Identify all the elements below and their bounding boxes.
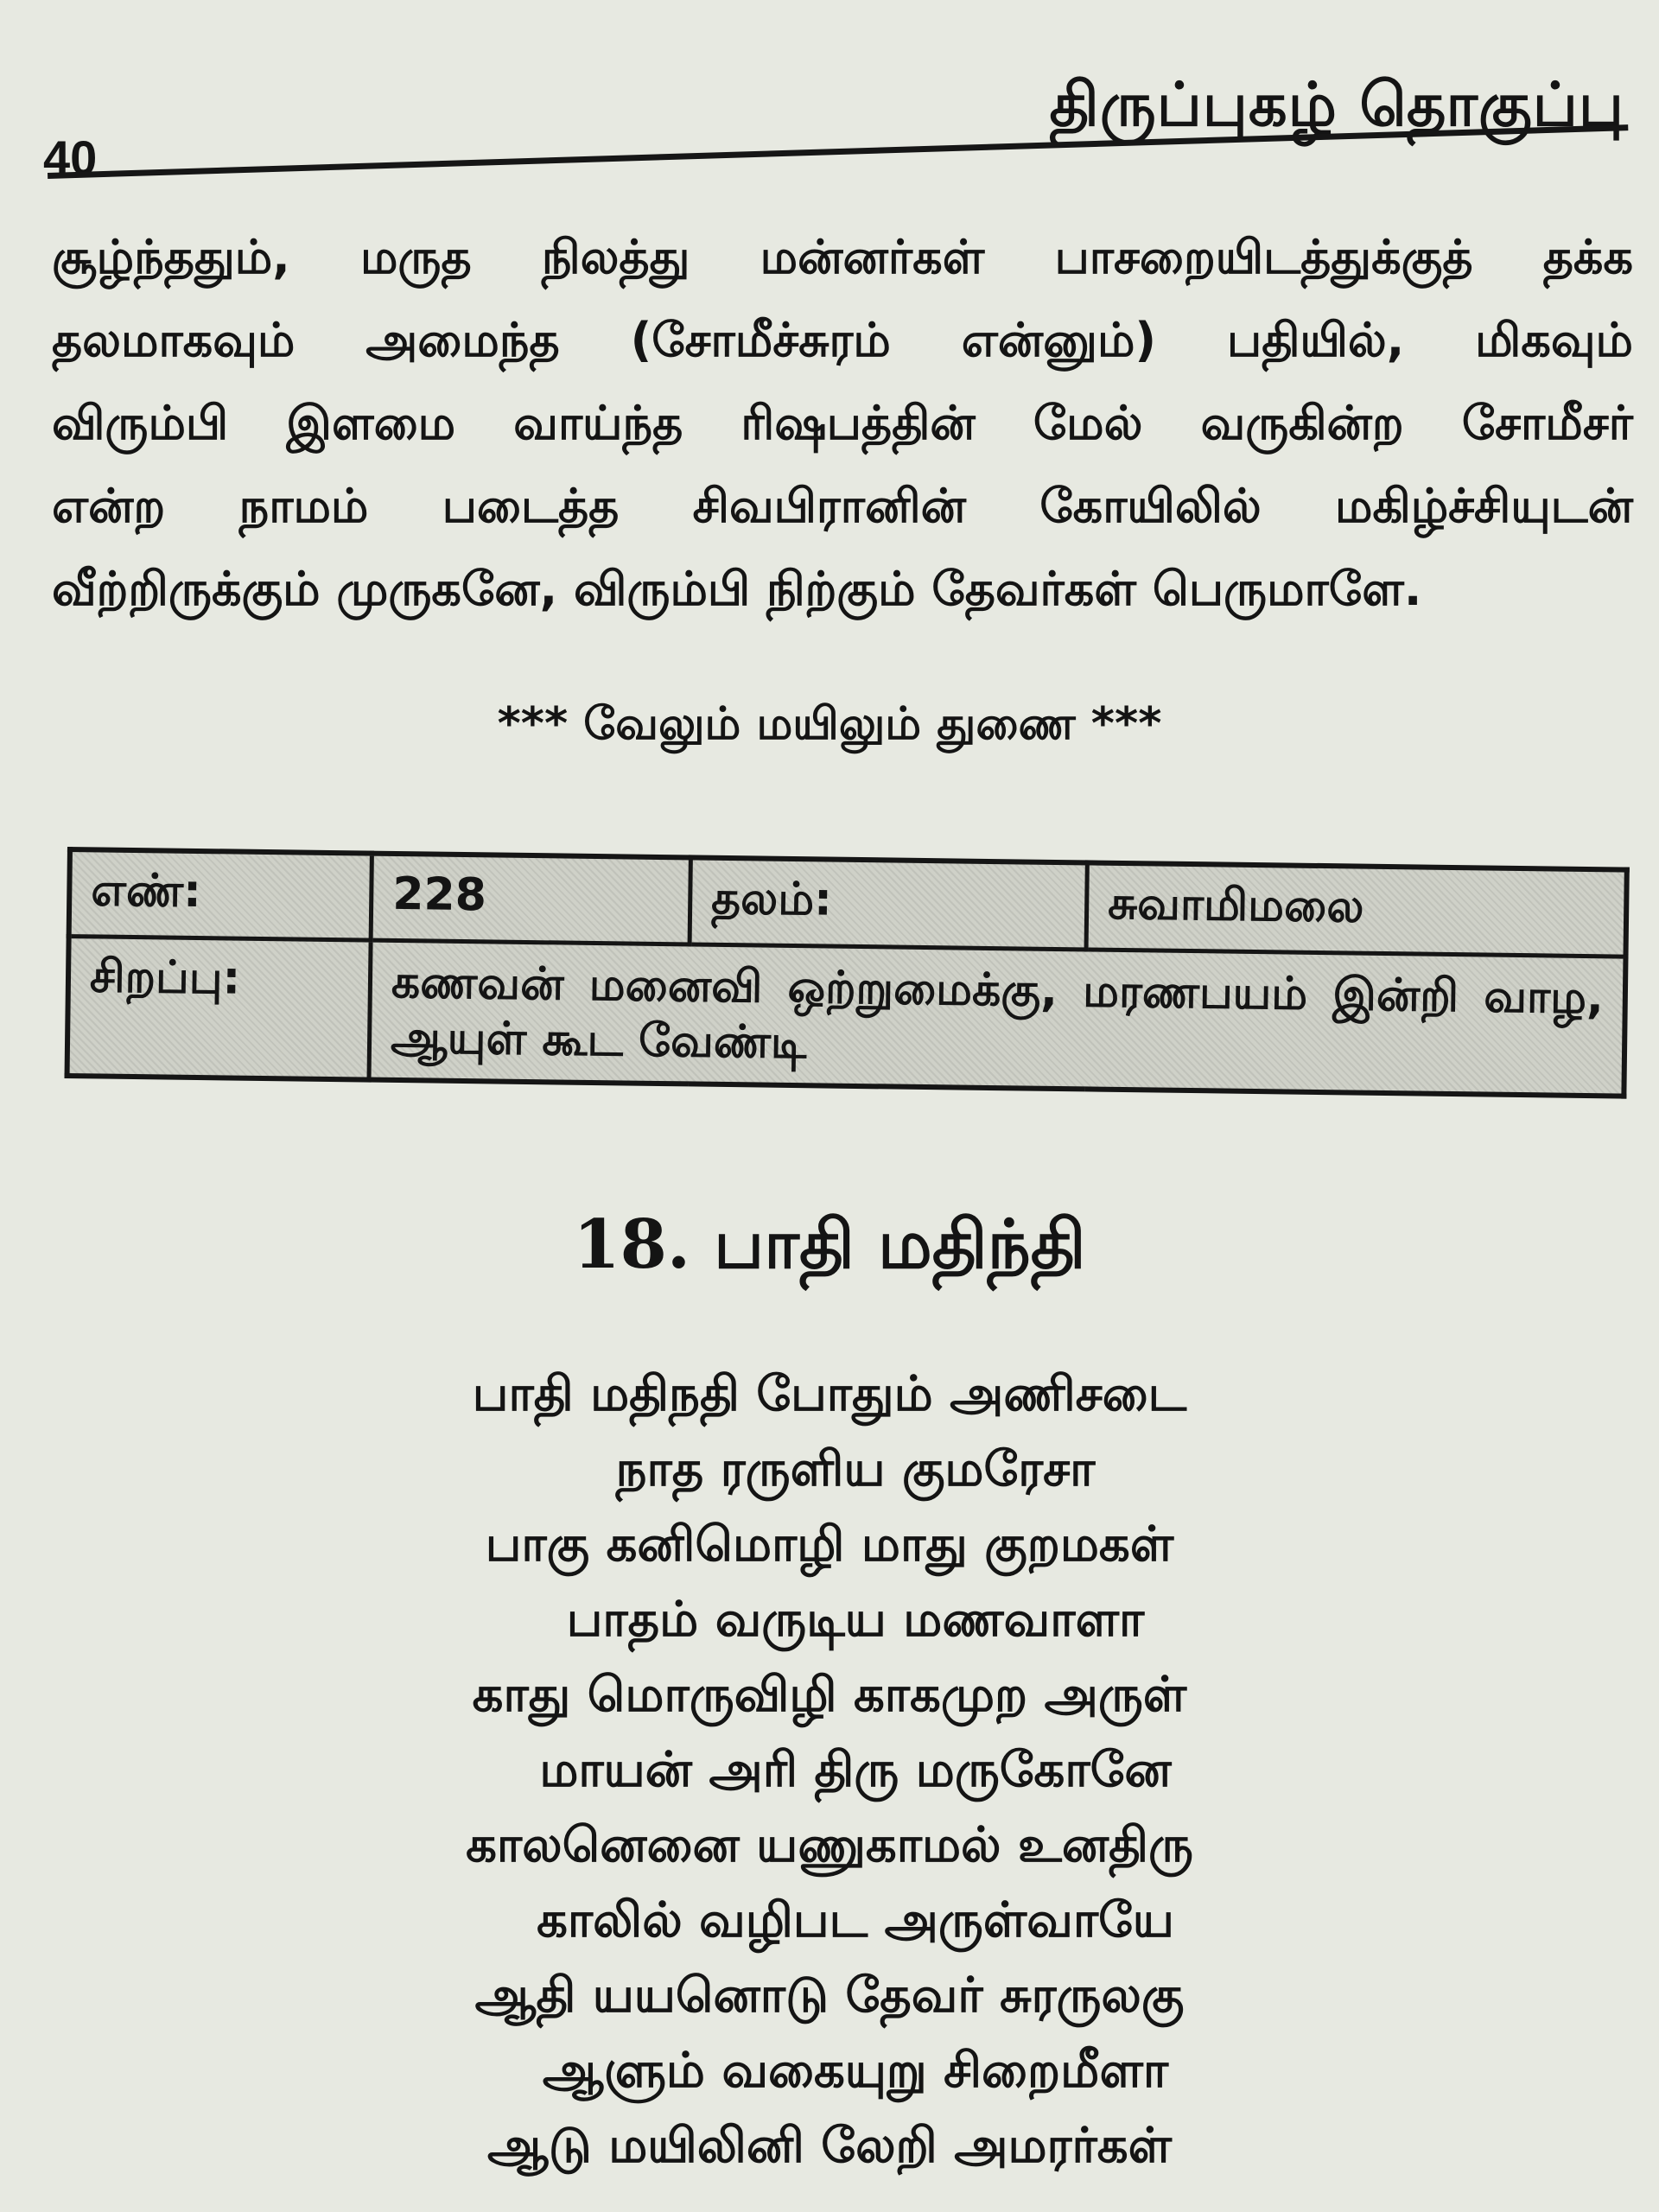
sthalam-value: சுவாமிமலை <box>1086 862 1627 957</box>
invocation-line: *** வேலும் மயிலும் துணை *** <box>497 698 1162 750</box>
commentary-paragraph <box>52 216 1633 631</box>
page-number: 40 <box>43 130 98 185</box>
song-verses <box>0 1357 1659 2183</box>
verse-line: காலில் வழிபட அருள்வாயே <box>537 1892 1174 1948</box>
number-value: 228 <box>371 854 690 944</box>
number-label: எண்: <box>69 849 372 940</box>
info-row-speciality <box>67 937 1626 1096</box>
verse-line: பாதம் வருடிய மணவாளா <box>566 1592 1145 1648</box>
commentary-line: தலமாகவும் அமைந்த (சோமீச்சுரம் என்னும்) பதியில், மிகவும் <box>52 313 1633 367</box>
verse-line: நாத ரருளிய குமரேசா <box>615 1441 1096 1497</box>
commentary-line: சூழ்ந்ததும், மருத நிலத்து மன்னர்கள் பாசறையிடத்துக்குத் தக்க <box>52 230 1633 284</box>
commentary-line: வீற்றிருக்கும் முருகனே, விரும்பி நிற்கும் தேவர்கள் பெருமாளே. <box>52 562 1422 616</box>
verse-line: மாயன் அரி திரு மருகோனே <box>539 1742 1172 1798</box>
verse-line: காலனெனை யணுகாமல் உனதிரு <box>466 1817 1193 1873</box>
header-rule <box>48 124 1628 179</box>
speciality-label: சிறப்பு: <box>67 937 372 1080</box>
speciality-value: கணவன் மனைவி ஒற்றுமைக்கு, மரணபயம் இன்றி வாழ, ஆயுள் கூட வேண்டி <box>369 940 1625 1096</box>
verse-line: பாதி மதிநதி போதும் அணிசடை <box>472 1366 1187 1422</box>
verse-line: ஆளும் வகையுறு சிறைமீளா <box>542 2043 1169 2099</box>
verse-line: ஆதி யயனொடு தேவர் சுரருலகு <box>474 1967 1185 2024</box>
commentary-line: என்ற நாமம் படைத்த சிவபிரானின் கோயிலில் மகிழ்ச்சியுடன் <box>52 479 1633 533</box>
sthalam-label: தலம்: <box>690 857 1087 949</box>
song-title: 18. பாதி மதிந்தி <box>573 1205 1086 1284</box>
verse-line: ஆடு மயிலினி லேறி அமரர்கள் <box>486 2118 1173 2174</box>
verse-line: பாகு கனிமொழி மாது குறமகள் <box>485 1516 1174 1573</box>
song-info-table <box>64 847 1629 1099</box>
running-header-title: திருப்புகழ் தொகுப்பு <box>1049 69 1624 140</box>
verse-line: காது மொருவிழி காகமுற அருள் <box>472 1667 1187 1723</box>
commentary-line: விரும்பி இளமை வாய்ந்த ரிஷபத்தின் மேல் வருகின்ற சோமீசர் <box>52 396 1633 450</box>
